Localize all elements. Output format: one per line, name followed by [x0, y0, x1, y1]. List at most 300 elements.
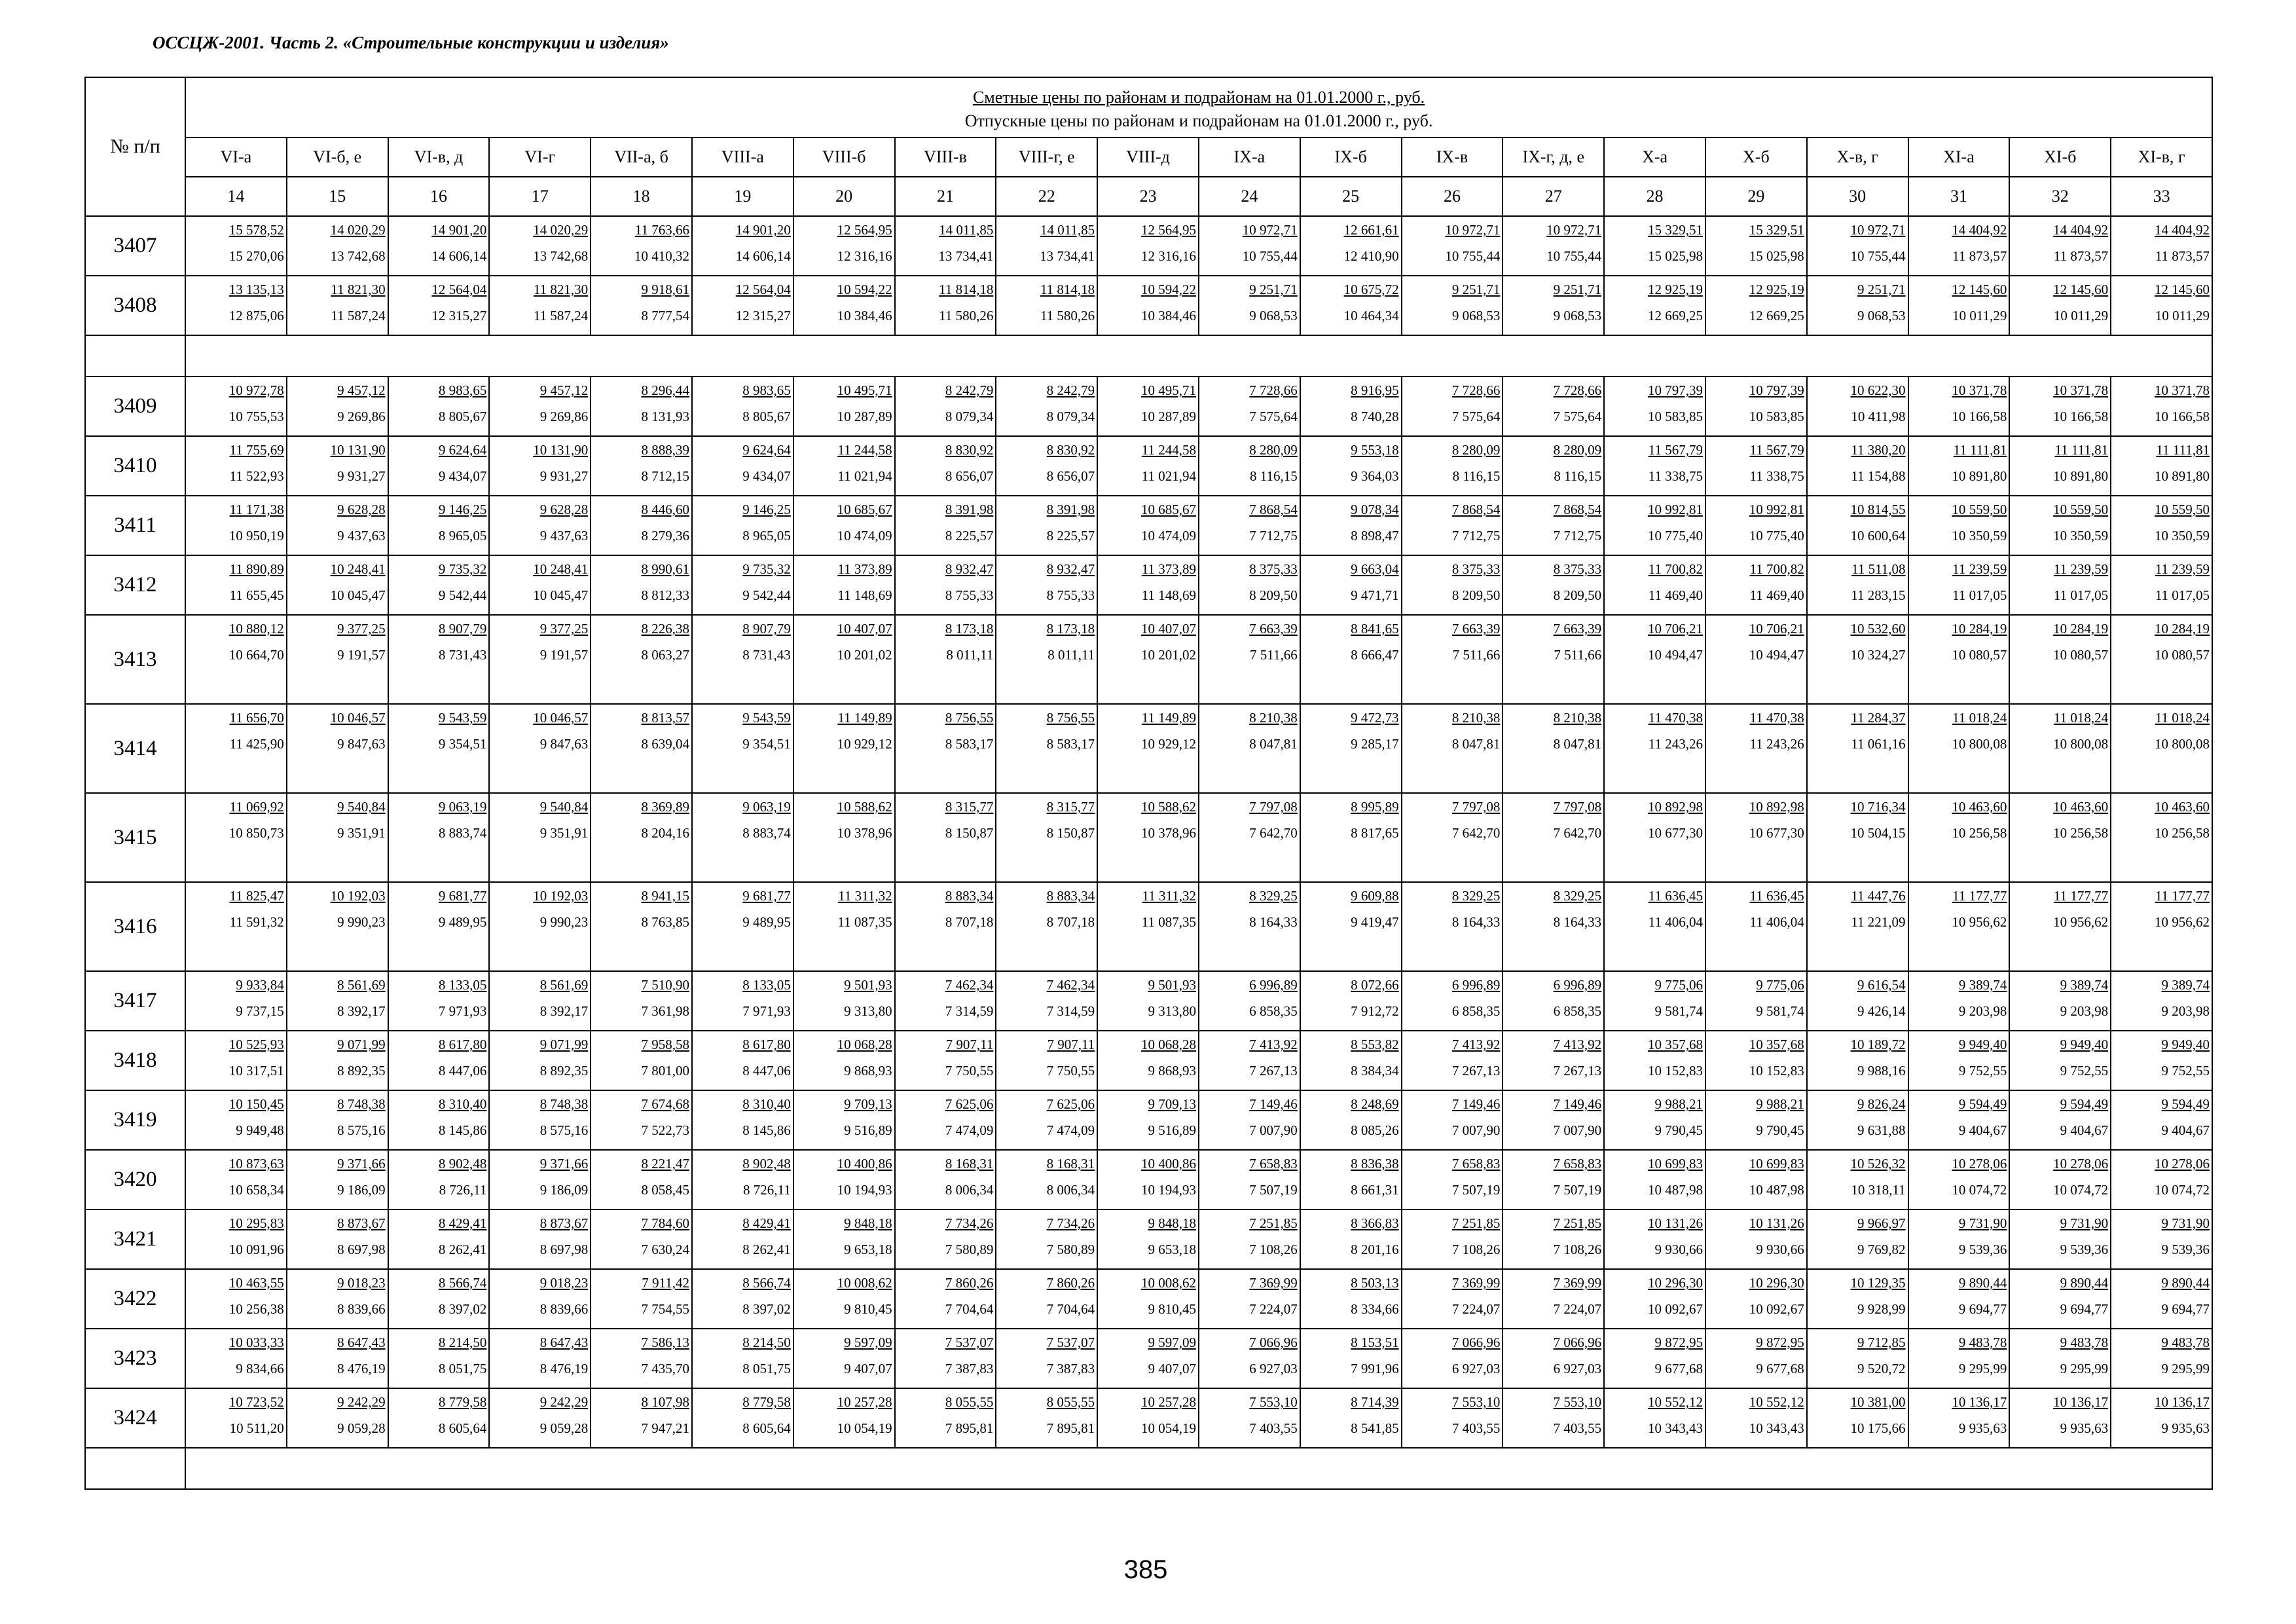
price-cell — [1807, 971, 1908, 1031]
estimate-price: 14 404,92 — [2155, 222, 2210, 238]
row-number: 3407 — [85, 216, 185, 276]
price-cell — [1503, 1031, 1604, 1090]
estimate-price: 9 775,06 — [1654, 977, 1703, 993]
release-price: 10 474,09 — [1140, 528, 1196, 544]
estimate-price: 8 779,58 — [742, 1394, 791, 1410]
price-cell — [1300, 1269, 1402, 1329]
release-price: 10 494,47 — [1647, 647, 1703, 663]
estimate-price: 10 972,71 — [1242, 222, 1298, 238]
price-cell — [895, 1150, 996, 1209]
release-price: 7 895,81 — [945, 1420, 994, 1436]
price-cell — [692, 1090, 793, 1150]
release-price: 8 883,74 — [438, 825, 487, 841]
price-cell — [793, 216, 895, 276]
estimate-price: 8 907,79 — [438, 621, 487, 637]
price-cell — [2009, 436, 2111, 496]
price-cell — [2009, 1150, 2111, 1209]
release-price: 8 726,11 — [439, 1182, 487, 1198]
release-price: 10 343,43 — [1749, 1420, 1804, 1436]
release-price: 10 755,44 — [1546, 248, 1602, 264]
release-price: 9 631,88 — [1857, 1122, 1906, 1138]
price-cell — [185, 1269, 287, 1329]
release-price: 10 755,44 — [1242, 248, 1298, 264]
release-price: 9 203,98 — [2161, 1003, 2210, 1019]
release-price: 8 726,11 — [743, 1182, 791, 1198]
release-price: 10 256,38 — [228, 1301, 284, 1317]
release-price: 8 392,17 — [337, 1003, 386, 1019]
release-price: 8 898,47 — [1351, 528, 1399, 544]
release-price: 7 575,64 — [1451, 409, 1501, 424]
price-cell — [1199, 1269, 1300, 1329]
price-cell — [2009, 615, 2111, 704]
estimate-price: 9 146,25 — [742, 502, 791, 517]
release-price: 9 354,51 — [742, 736, 791, 752]
release-price: 7 108,26 — [1451, 1242, 1501, 1257]
price-cell — [591, 704, 692, 793]
price-cell — [1908, 971, 2010, 1031]
price-cell — [591, 1150, 692, 1209]
price-cell — [996, 704, 1097, 793]
column-number: 25 — [1300, 177, 1402, 216]
release-price: 9 752,55 — [1958, 1063, 2007, 1079]
estimate-price: 11 511,08 — [1851, 561, 1906, 577]
release-price: 7 580,89 — [945, 1242, 994, 1257]
estimate-price: 8 756,55 — [1046, 710, 1095, 726]
estimate-price: 9 709,13 — [1148, 1096, 1196, 1112]
price-cell — [489, 1150, 591, 1209]
price-cell — [287, 793, 388, 882]
estimate-price: 10 463,60 — [2053, 799, 2109, 815]
estimate-price: 9 628,28 — [539, 502, 589, 517]
price-cell — [1908, 555, 2010, 615]
estimate-price: 9 071,99 — [337, 1037, 386, 1052]
estimate-price: 10 357,68 — [1749, 1037, 1804, 1052]
price-cell — [2111, 793, 2212, 882]
estimate-price: 8 168,31 — [945, 1156, 994, 1172]
estimate-price: 14 020,29 — [330, 222, 386, 238]
release-price: 9 847,63 — [337, 736, 386, 752]
release-price: 8 740,28 — [1351, 409, 1399, 424]
estimate-price: 10 131,26 — [1749, 1215, 1804, 1231]
estimate-price: 7 784,60 — [641, 1215, 689, 1231]
estimate-price: 7 066,96 — [1249, 1335, 1298, 1350]
price-cell — [1807, 1329, 1908, 1388]
price-cell — [1705, 1150, 1807, 1209]
price-cell — [287, 1269, 388, 1329]
price-cell — [1199, 1209, 1300, 1269]
price-cell — [1402, 377, 1503, 436]
release-price: 8 965,05 — [438, 528, 487, 544]
price-cell — [895, 1388, 996, 1448]
estimate-price: 8 883,34 — [945, 888, 994, 904]
price-cell — [1908, 276, 2010, 335]
estimate-price: 10 150,45 — [228, 1096, 284, 1112]
estimate-price: 10 675,72 — [1343, 282, 1399, 297]
price-cell — [388, 1150, 490, 1209]
price-cell — [388, 882, 490, 971]
price-cell — [692, 436, 793, 496]
estimate-price: 10 685,67 — [837, 502, 892, 517]
release-price: 10 378,96 — [837, 825, 892, 841]
price-cell — [996, 377, 1097, 436]
price-cell — [1402, 704, 1503, 793]
estimate-price: 15 578,52 — [228, 222, 284, 238]
estimate-price: 8 983,65 — [438, 382, 487, 398]
release-price: 10 956,62 — [2155, 914, 2210, 930]
estimate-price: 9 472,73 — [1351, 710, 1399, 726]
release-price: 9 581,74 — [1654, 1003, 1703, 1019]
release-price: 9 542,44 — [438, 587, 487, 603]
price-cell — [1402, 216, 1503, 276]
release-price: 8 209,50 — [1553, 587, 1602, 603]
price-cell — [388, 216, 490, 276]
price-cell — [692, 1031, 793, 1090]
price-cell — [1604, 704, 1705, 793]
estimate-price: 11 311,32 — [838, 888, 892, 904]
price-cell — [388, 971, 490, 1031]
price-cell — [185, 615, 287, 704]
estimate-price: 8 748,38 — [539, 1096, 589, 1112]
price-cell — [895, 377, 996, 436]
estimate-price: 10 284,19 — [1952, 621, 2007, 637]
column-number: 26 — [1402, 177, 1503, 216]
estimate-price: 12 925,19 — [1749, 282, 1804, 297]
release-price: 11 017,05 — [2155, 587, 2210, 603]
release-price: 7 754,55 — [641, 1301, 689, 1317]
release-price: 9 868,93 — [844, 1063, 892, 1079]
price-cell — [185, 971, 287, 1031]
estimate-price: 7 734,26 — [1046, 1215, 1095, 1231]
estimate-price: 8 133,05 — [742, 977, 791, 993]
release-price: 7 947,21 — [641, 1420, 689, 1436]
estimate-price: 10 381,00 — [1850, 1394, 1906, 1410]
price-cell — [1705, 1090, 1807, 1150]
release-price: 9 351,91 — [539, 825, 589, 841]
estimate-price: 9 540,84 — [539, 799, 589, 815]
release-price: 10 011,29 — [1952, 308, 2007, 323]
price-cell — [1097, 882, 1199, 971]
estimate-price: 9 543,59 — [438, 710, 487, 726]
estimate-price: 9 709,13 — [844, 1096, 892, 1112]
release-price: 8 334,66 — [1351, 1301, 1399, 1317]
price-cell — [591, 1388, 692, 1448]
price-cell — [388, 1329, 490, 1388]
release-price: 7 511,66 — [1554, 647, 1602, 663]
estimate-price: 9 063,19 — [438, 799, 487, 815]
estimate-price: 9 501,93 — [844, 977, 892, 993]
estimate-price: 8 375,33 — [1553, 561, 1602, 577]
release-price: 7 507,19 — [1553, 1182, 1602, 1198]
release-price: 13 734,41 — [938, 248, 994, 264]
estimate-price: 10 407,07 — [837, 621, 892, 637]
price-cell — [1807, 1209, 1908, 1269]
release-price: 10 054,19 — [837, 1420, 892, 1436]
release-price: 8 225,57 — [945, 528, 994, 544]
estimate-price: 8 055,55 — [1046, 1394, 1095, 1410]
estimate-price: 7 868,54 — [1249, 502, 1298, 517]
release-price: 11 338,75 — [1749, 468, 1804, 484]
estimate-price: 7 728,66 — [1451, 382, 1501, 398]
estimate-price: 10 295,83 — [228, 1215, 284, 1231]
estimate-price: 9 988,21 — [1654, 1096, 1703, 1112]
release-price: 6 927,03 — [1249, 1361, 1298, 1376]
release-price: 8 656,07 — [1046, 468, 1095, 484]
release-price: 8 164,33 — [1451, 914, 1501, 930]
price-cell — [996, 555, 1097, 615]
release-price: 8 047,81 — [1451, 736, 1501, 752]
release-price: 7 435,70 — [641, 1361, 689, 1376]
estimate-price: 8 296,44 — [641, 382, 689, 398]
price-cell — [1503, 1090, 1604, 1150]
release-price: 10 074,72 — [1952, 1182, 2007, 1198]
price-cell — [996, 496, 1097, 555]
release-price: 8 209,50 — [1249, 587, 1298, 603]
release-price: 7 642,70 — [1553, 825, 1602, 841]
price-cell — [1199, 1150, 1300, 1209]
release-price: 7 224,07 — [1553, 1301, 1602, 1317]
estimate-price: 10 046,57 — [330, 710, 386, 726]
price-cell — [1300, 436, 1402, 496]
estimate-price: 8 072,66 — [1351, 977, 1399, 993]
estimate-price: 11 821,30 — [533, 282, 589, 297]
estimate-price: 9 389,74 — [1958, 977, 2007, 993]
price-cell — [1807, 1388, 1908, 1448]
release-price: 8 805,67 — [742, 409, 791, 424]
release-price: 9 437,63 — [539, 528, 589, 544]
estimate-price: 8 310,40 — [742, 1096, 791, 1112]
price-cell — [996, 1090, 1097, 1150]
release-price: 12 669,25 — [1647, 308, 1703, 323]
release-price: 10 755,44 — [1850, 248, 1906, 264]
release-price: 7 912,72 — [1351, 1003, 1399, 1019]
release-price: 9 520,72 — [1857, 1361, 1906, 1376]
price-cell — [2009, 1031, 2111, 1090]
price-cell — [1097, 436, 1199, 496]
release-price: 15 025,98 — [1647, 248, 1703, 264]
release-price: 10 092,67 — [1647, 1301, 1703, 1317]
estimate-price: 10 685,67 — [1140, 502, 1196, 517]
estimate-price: 10 526,32 — [1850, 1156, 1906, 1172]
release-price: 8 225,57 — [1046, 528, 1095, 544]
estimate-price: 8 173,18 — [1046, 621, 1095, 637]
estimate-price: 10 463,55 — [228, 1275, 284, 1291]
price-cell — [692, 1388, 793, 1448]
estimate-price: 9 949,40 — [1958, 1037, 2007, 1052]
table-row — [85, 1209, 2212, 1269]
release-price: 10 256,58 — [2053, 825, 2109, 841]
row-number: 3420 — [85, 1150, 185, 1209]
estimate-price: 7 066,96 — [1553, 1335, 1602, 1350]
price-cell — [388, 276, 490, 335]
estimate-price: 7 868,54 — [1553, 502, 1602, 517]
release-price: 11 580,26 — [1040, 308, 1095, 323]
price-cell — [2111, 1269, 2212, 1329]
price-cell — [1503, 1209, 1604, 1269]
release-price: 11 243,26 — [1749, 736, 1804, 752]
price-cell — [895, 1090, 996, 1150]
estimate-price: 7 066,96 — [1451, 1335, 1501, 1350]
price-cell — [895, 436, 996, 496]
estimate-price: 14 011,85 — [939, 222, 994, 238]
price-cell — [895, 882, 996, 971]
estimate-price: 8 902,48 — [742, 1156, 791, 1172]
price-cell — [1604, 1209, 1705, 1269]
price-cell — [388, 1209, 490, 1269]
estimate-price: 7 907,11 — [1047, 1037, 1095, 1052]
release-price: 8 397,02 — [742, 1301, 791, 1317]
price-cell — [388, 496, 490, 555]
price-cell — [1402, 1209, 1503, 1269]
price-cell — [1807, 377, 1908, 436]
price-cell — [287, 1150, 388, 1209]
release-price: 9 404,67 — [1958, 1122, 2007, 1138]
estimate-price: 10 972,71 — [1850, 222, 1906, 238]
estimate-price: 7 797,08 — [1249, 799, 1298, 815]
release-price: 9 434,07 — [438, 468, 487, 484]
price-cell — [1705, 1269, 1807, 1329]
row-number: 3417 — [85, 971, 185, 1031]
price-cell — [895, 615, 996, 704]
price-cell — [287, 216, 388, 276]
column-header: XI-а — [1908, 138, 2010, 177]
release-price: 15 270,06 — [228, 248, 284, 264]
price-cell — [895, 704, 996, 793]
column-header: X-в, г — [1807, 138, 1908, 177]
price-cell — [2111, 1209, 2212, 1269]
price-cell — [1503, 793, 1604, 882]
estimate-price: 11 177,77 — [2053, 888, 2109, 904]
estimate-price: 11 656,70 — [229, 710, 284, 726]
price-cell — [1503, 436, 1604, 496]
estimate-price: 10 257,28 — [837, 1394, 892, 1410]
release-price: 8 476,19 — [539, 1361, 589, 1376]
release-price: 8 164,33 — [1249, 914, 1298, 930]
release-price: 9 935,63 — [2161, 1420, 2210, 1436]
price-cell — [1199, 615, 1300, 704]
release-price: 9 539,36 — [2060, 1242, 2109, 1257]
release-price: 11 338,75 — [1648, 468, 1703, 484]
release-price: 10 410,32 — [634, 248, 689, 264]
estimate-price: 12 925,19 — [1647, 282, 1703, 297]
price-cell — [1402, 1269, 1503, 1329]
price-cell — [692, 555, 793, 615]
estimate-price: 14 901,20 — [431, 222, 487, 238]
price-cell — [1402, 1329, 1503, 1388]
release-price: 6 858,35 — [1249, 1003, 1298, 1019]
price-cell — [1402, 436, 1503, 496]
estimate-price: 9 483,78 — [1958, 1335, 2007, 1350]
price-cell — [2111, 216, 2212, 276]
estimate-price: 8 214,50 — [438, 1335, 487, 1350]
estimate-price: 12 145,60 — [1952, 282, 2007, 297]
estimate-price: 8 830,92 — [1046, 442, 1095, 458]
price-cell — [1705, 1209, 1807, 1269]
price-cell — [185, 882, 287, 971]
estimate-price: 9 988,21 — [1756, 1096, 1804, 1112]
estimate-price: 6 996,89 — [1249, 977, 1298, 993]
estimate-price: 8 168,31 — [1046, 1156, 1095, 1172]
release-price: 10 054,19 — [1140, 1420, 1196, 1436]
release-price: 10 343,43 — [1647, 1420, 1703, 1436]
price-cell — [1199, 793, 1300, 882]
release-price: 8 755,33 — [945, 587, 994, 603]
release-price: 10 755,53 — [228, 409, 284, 424]
estimate-price: 10 495,71 — [837, 382, 892, 398]
estimate-price: 9 457,12 — [539, 382, 589, 398]
price-cell — [388, 1090, 490, 1150]
price-cell — [1705, 496, 1807, 555]
price-cell — [1705, 276, 1807, 335]
price-cell — [1300, 1209, 1402, 1269]
estimate-price: 9 949,40 — [2161, 1037, 2210, 1052]
estimate-price: 11 700,82 — [1648, 561, 1703, 577]
release-price: 7 971,93 — [742, 1003, 791, 1019]
price-cell — [1097, 216, 1199, 276]
estimate-price: 9 890,44 — [2060, 1275, 2109, 1291]
release-price: 12 316,16 — [1140, 248, 1196, 264]
price-cell — [793, 1150, 895, 1209]
estimate-price: 9 681,77 — [742, 888, 791, 904]
estimate-price: 7 674,68 — [641, 1096, 689, 1112]
price-cell — [793, 377, 895, 436]
price-cell — [591, 1329, 692, 1388]
release-price: 9 935,63 — [2060, 1420, 2109, 1436]
price-cell — [2111, 436, 2212, 496]
estimate-price: 8 210,38 — [1249, 710, 1298, 726]
release-price: 9 191,57 — [337, 647, 386, 663]
release-price: 11 406,04 — [1749, 914, 1804, 930]
estimate-price: 11 149,89 — [1141, 710, 1196, 726]
estimate-price: 10 972,71 — [1546, 222, 1602, 238]
release-price: 11 580,26 — [939, 308, 994, 323]
price-cell — [1402, 615, 1503, 704]
release-price: 10 350,59 — [1952, 528, 2007, 544]
price-cell — [1503, 1388, 1604, 1448]
estimate-price: 9 540,84 — [337, 799, 386, 815]
release-price: 8 150,87 — [945, 825, 994, 841]
release-price: 9 516,89 — [1148, 1122, 1196, 1138]
price-cell — [895, 1031, 996, 1090]
price-cell — [1908, 1269, 2010, 1329]
release-price: 8 079,34 — [1046, 409, 1095, 424]
estimate-price: 7 369,99 — [1553, 1275, 1602, 1291]
estimate-price: 8 107,98 — [641, 1394, 689, 1410]
release-price: 7 108,26 — [1249, 1242, 1298, 1257]
column-number: 27 — [1503, 177, 1604, 216]
price-cell — [793, 1090, 895, 1150]
release-price: 9 295,99 — [2161, 1361, 2210, 1376]
release-price: 8 575,16 — [337, 1122, 386, 1138]
estimate-price: 8 214,50 — [742, 1335, 791, 1350]
release-price: 8 447,06 — [438, 1063, 487, 1079]
table-row — [85, 276, 2212, 335]
price-cell — [793, 1388, 895, 1448]
release-price: 9 935,63 — [1958, 1420, 2007, 1436]
estimate-price: 7 413,92 — [1553, 1037, 1602, 1052]
price-cell — [692, 882, 793, 971]
price-cell — [2009, 276, 2111, 335]
price-cell — [1503, 704, 1604, 793]
row-number: 3421 — [85, 1209, 185, 1269]
estimate-price: 10 278,06 — [2053, 1156, 2109, 1172]
table-row — [85, 1329, 2212, 1388]
release-price: 9 694,77 — [2060, 1301, 2109, 1317]
release-price: 9 930,66 — [1654, 1242, 1703, 1257]
release-price: 12 316,16 — [837, 248, 892, 264]
estimate-price: 7 907,11 — [945, 1037, 994, 1052]
price-cell — [1300, 377, 1402, 436]
release-price: 8 476,19 — [337, 1361, 386, 1376]
